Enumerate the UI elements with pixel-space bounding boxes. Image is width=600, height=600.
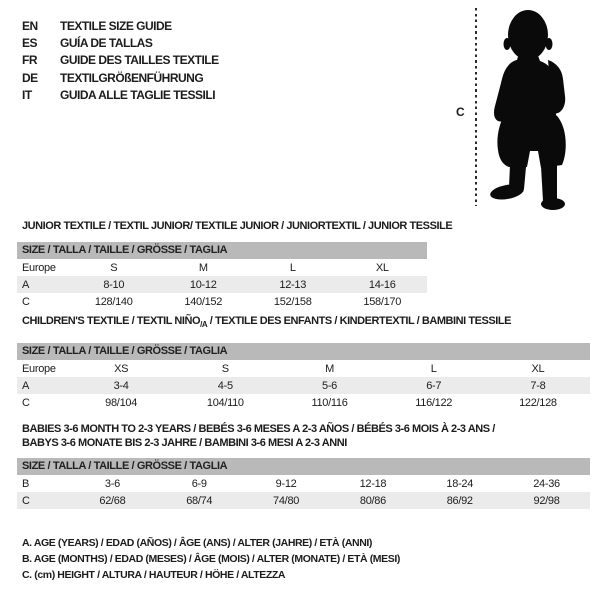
size-cell: M: [198, 261, 208, 274]
language-title: TEXTILE SIZE GUIDE: [60, 18, 172, 33]
size-header-band: SIZE / TALLA / TAILLE / GRÖSSE / TAGLIA: [17, 242, 427, 259]
footnote-c: C. (cm) HEIGHT / ALTURA / HAUTEUR / HÖHE / ALTEZZA: [22, 568, 286, 581]
babies-title-line2: BABYS 3-6 MONATE BIS 2-3 JAHRE / BAMBINI 3-6 MESI A 2-3 ANNI: [22, 436, 347, 449]
height-cell: 140/152: [184, 295, 223, 308]
size-header-band: SIZE / TALLA / TAILLE / GRÖSSE / TAGLIA: [17, 458, 590, 475]
age-cell: 4-5: [217, 379, 233, 392]
size-header-band: SIZE / TALLA / TAILLE / GRÖSSE / TAGLIA: [17, 343, 590, 360]
row-label: C: [22, 295, 30, 308]
language-title: TEXTILGRÖßENFÜHRUNG: [60, 70, 204, 85]
table-row-age-months: [17, 475, 590, 492]
size-cell: L: [289, 261, 296, 274]
children-title-subscript: /A: [200, 319, 208, 329]
footnote-a: A. AGE (YEARS) / EDAD (AÑOS) / ÂGE (ANS) / ALTER (JAHRE) / ETÀ (ANNI): [22, 537, 373, 549]
size-cell: S: [110, 261, 118, 274]
age-cell: 6-9: [191, 477, 207, 490]
language-code: IT: [22, 88, 32, 103]
age-cell: 24-36: [533, 477, 560, 490]
height-cell: 152/158: [273, 295, 312, 308]
language-title: GUIDA ALLE TAGLIE TESSILI: [60, 88, 216, 103]
height-measure-dotted-line: [475, 8, 477, 206]
language-row: [22, 87, 219, 104]
size-cell: M: [325, 362, 334, 375]
children-section-title: [22, 315, 511, 329]
height-cell: 98/104: [105, 396, 138, 409]
height-cell: 86/92: [446, 494, 473, 507]
table-row-age: [17, 276, 427, 293]
age-cell: 6-7: [426, 379, 442, 392]
size-cell: XL: [531, 362, 545, 375]
children-size-table: [17, 343, 590, 411]
measure-label-c: C: [456, 105, 465, 119]
table-row-europe: [17, 259, 427, 276]
babies-section-title: [22, 423, 495, 450]
junior-size-table: [17, 242, 427, 310]
language-title: GUÍA DE TALLAS: [60, 36, 153, 51]
children-title-text: / TEXTILE DES ENFANTS / KINDERTEXTIL / BAMBINI TESSILE: [207, 315, 512, 327]
age-cell: 18-24: [446, 477, 474, 490]
row-label: B: [22, 477, 30, 490]
row-label: Europe: [22, 261, 56, 274]
height-cell: 62/68: [99, 494, 126, 507]
language-row: [22, 69, 219, 86]
age-cell: 7-8: [530, 379, 546, 392]
language-list: [22, 17, 219, 104]
row-label: C: [22, 494, 30, 507]
age-cell: 3-6: [104, 477, 120, 490]
age-cell: 10-12: [189, 278, 217, 291]
language-row: [22, 52, 219, 69]
size-cell: L: [430, 362, 437, 375]
age-cell: 12-13: [279, 278, 307, 291]
height-cell: 158/170: [363, 295, 402, 308]
age-cell: 9-12: [275, 477, 297, 490]
junior-section-title: JUNIOR TEXTILE / TEXTIL JUNIOR/ TEXTILE JUNIOR / JUNIORTEXTIL / JUNIOR TESSILE: [22, 220, 453, 232]
age-cell: 14-16: [368, 278, 396, 291]
footnote-legend: [22, 536, 400, 583]
height-cell: 104/110: [206, 396, 244, 409]
language-code: ES: [22, 36, 38, 51]
size-cell: S: [221, 362, 229, 375]
language-code: EN: [22, 18, 38, 33]
language-code: FR: [22, 53, 37, 68]
table-row-height: [17, 492, 590, 509]
age-cell: 3-4: [113, 379, 129, 392]
height-cell: 80/86: [359, 494, 386, 507]
height-cell: 68/74: [186, 494, 213, 507]
table-row-europe: [17, 360, 590, 377]
language-row: [22, 34, 219, 51]
age-cell: 8-10: [103, 278, 125, 291]
table-row-height: [17, 293, 427, 310]
size-cell: XS: [114, 362, 129, 375]
row-label: C: [22, 396, 30, 409]
babies-title-line1: BABIES 3-6 MONTH TO 2-3 YEARS / BEBÉS 3-6 MESES A 2-3 AÑOS / BÉBÉS 3-6 MOIS À 2-3 ANS /: [22, 423, 495, 435]
footnote-b: B. AGE (MONTHS) / EDAD (MESES) / ÂGE (MOIS) / ALTER (MONATE) / ETÀ (MESI): [22, 552, 400, 565]
age-cell: 5-6: [322, 379, 337, 392]
height-cell: 122/128: [519, 396, 557, 409]
height-cell: 92/98: [533, 494, 560, 507]
language-title: GUIDE DES TAILLES TEXTILE: [60, 53, 219, 68]
size-cell: XL: [375, 261, 389, 274]
row-label: A: [22, 379, 30, 392]
children-title-text: CHILDREN'S TEXTILE / TEXTIL NIÑO: [22, 315, 201, 327]
height-cell: 128/140: [94, 295, 133, 308]
height-cell: 74/80: [273, 494, 300, 507]
babies-size-table: [17, 458, 590, 509]
table-row-age: [17, 377, 590, 394]
language-code: DE: [22, 70, 38, 85]
height-cell: 110/116: [311, 396, 348, 409]
height-cell: 116/122: [415, 396, 453, 409]
language-row: [22, 17, 219, 34]
baby-silhouette-icon: [486, 8, 590, 212]
row-label: A: [22, 278, 30, 291]
table-row-height: [17, 394, 590, 411]
age-cell: 12-18: [359, 477, 387, 490]
row-label: Europe: [22, 362, 56, 375]
